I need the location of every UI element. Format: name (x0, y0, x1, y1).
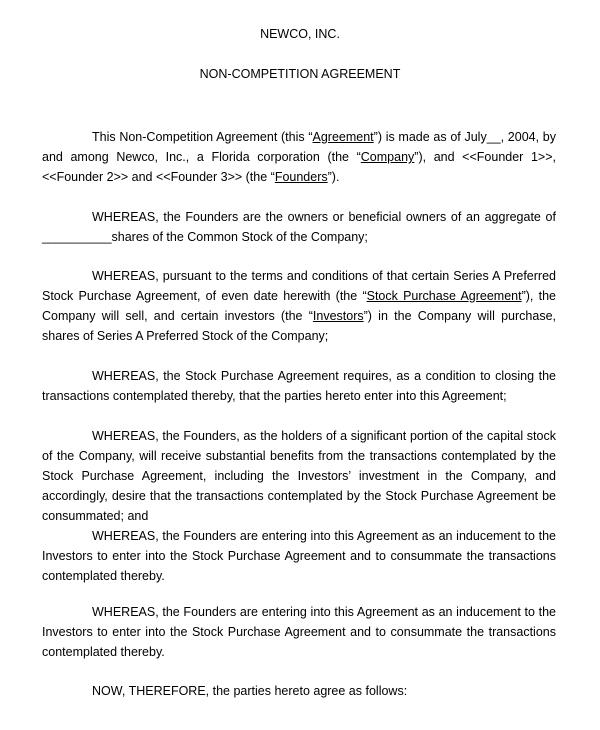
whereas-2-text-3: ”) in the Company will purchase, shares of Series A Preferred Stock of the Company; (42, 309, 557, 343)
company-name: NEWCO, INC. (260, 27, 340, 41)
intro-text-1: This Non-Competition Agreement (this “ (92, 130, 313, 144)
whereas-paragraph-2 (42, 266, 556, 346)
founders-defined-term: Founders (274, 170, 328, 184)
whereas-4-text: WHEREAS, the Founders, as the holders of a significant portion of the capital stock of the Company, will receive substantial benefits from the transactions contemplated by the Stock Purchase Agreement, including the Investors’ investment in the Company, and accordingly, desire that the transactions contemplated by the Stock Purchase Agreement be consummated; and (42, 429, 556, 523)
whereas-5-text: WHEREAS, the Founders are entering into this Agreement as an inducement to the Investors to enter into the Stock Purchase Agreement and to consummate the transactions contemplated thereby. (42, 529, 556, 583)
whereas-2-text-1: WHEREAS, pursuant to the terms and conditions of that certain Series A Preferred Stock Purchase Agreement, of even date herewith (the “ (42, 269, 556, 303)
whereas-paragraph-6 (42, 602, 556, 662)
intro-paragraph (42, 127, 556, 187)
agreement-defined-term: Agreement (312, 130, 374, 144)
whereas-paragraph-5 (42, 526, 556, 586)
investors-defined-term: Investors (312, 309, 364, 323)
stock-purchase-agreement-defined-term: Stock Purchase Agreement (366, 289, 522, 303)
whereas-paragraph-4 (42, 426, 556, 526)
whereas-3-text: WHEREAS, the Stock Purchase Agreement requires, as a condition to closing the transactions contemplated thereby, that the parties hereto enter into this Agreement; (42, 369, 556, 403)
therefore-paragraph (42, 681, 556, 701)
intro-text-4: ”). (327, 170, 340, 184)
company-defined-term: Company (360, 150, 415, 164)
intro-text-3: ”), and <<Founder 1>>, <<Founder 2>> and <<Founder 3>> (the “ (42, 150, 556, 184)
whereas-6-text: WHEREAS, the Founders are entering into this Agreement as an inducement to the Investors to enter into the Stock Purchase Agreement and to consummate the transactions contemplated thereby. (42, 605, 556, 659)
whereas-2-text-2: ”), the Company will sell, and certain investors (the “ (42, 289, 556, 323)
whereas-1-text: WHEREAS, the Founders are the owners or beneficial owners of an aggregate of __________shares of the Common Stock of the Company; (42, 210, 556, 244)
whereas-paragraph-1 (42, 207, 556, 247)
therefore-text: NOW, THEREFORE, the parties hereto agree as follows: (92, 684, 408, 698)
document-title: NON-COMPETITION AGREEMENT (199, 67, 401, 81)
intro-text-2: ”) is made as of July__, 2004, by and among Newco, Inc., a Florida corporation (the “ (42, 130, 556, 164)
whereas-paragraph-3 (42, 366, 556, 406)
